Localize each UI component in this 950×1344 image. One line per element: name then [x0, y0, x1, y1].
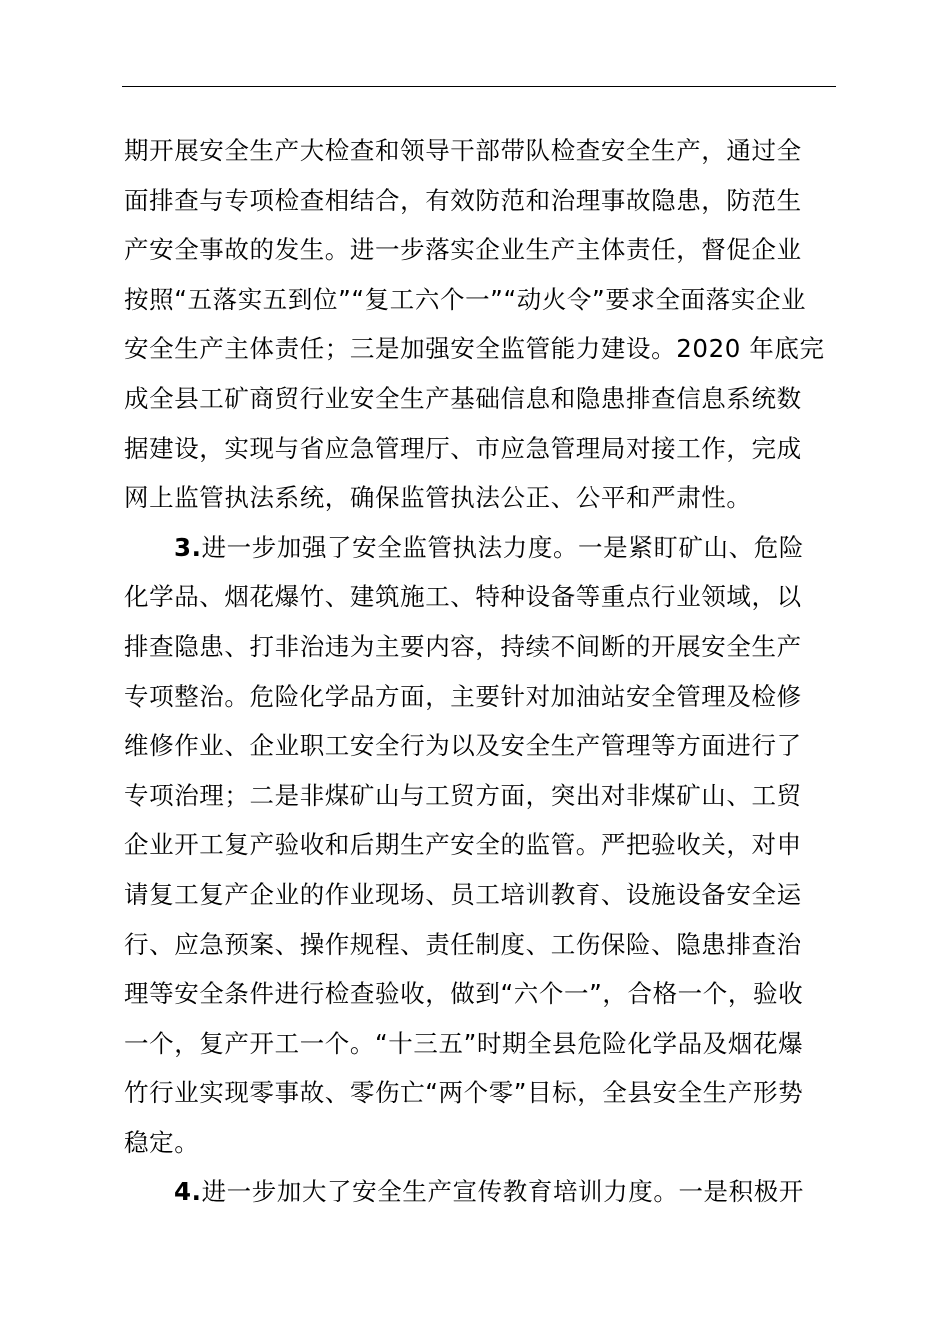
line-text: 期开展安全生产大检查和领导干部带队检查安全生产，通过全	[124, 136, 802, 165]
line-text: 据建设，实现与省应急管理厅、市应急管理局对接工作，完成	[124, 433, 802, 463]
line-text: 请复工复产企业的作业现场、员工培训教育、设施设备安全运	[124, 879, 802, 909]
text-line	[124, 920, 838, 970]
line-text: 维修作业、企业职工安全行为以及安全生产管理等方面进行了	[124, 731, 802, 761]
section-number: 4.	[174, 1177, 202, 1207]
text-line	[124, 622, 838, 672]
line-text: 专项治理；二是非煤矿山与工贸方面，突出对非煤矿山、工贸	[124, 780, 802, 810]
paragraph	[124, 1167, 838, 1217]
text-line	[124, 424, 838, 474]
text-line	[124, 225, 838, 275]
line-text: 专项整治。危险化学品方面，主要针对加油站安全管理及检修	[124, 681, 802, 711]
text-line	[124, 126, 838, 176]
text-line	[124, 870, 838, 920]
line-text: 行、应急预案、操作规程、责任制度、工伤保险、隐患排查治	[124, 929, 802, 959]
line-text: 面排查与专项检查相结合，有效防范和治理事故隐患，防范生	[124, 185, 802, 215]
line-text: 按照“五落实五到位”“复工六个一”“动火令”要求全面落实企业	[124, 284, 807, 314]
text-line	[124, 176, 838, 226]
line-text: 理等安全条件进行检查验收，做到“六个一”，合格一个，验收	[124, 979, 804, 1009]
line-text: 化学品、烟花爆竹、建筑施工、特种设备等重点行业领域，以	[124, 582, 802, 612]
line-text: 产安全事故的发生。进一步落实企业生产主体责任，督促企业	[124, 235, 802, 265]
text-line	[124, 820, 838, 870]
line-text: 网上监管执法系统，确保监管执法公正、公平和严肃性。	[124, 483, 752, 513]
text-line	[124, 672, 838, 722]
section-number: 3.	[174, 532, 202, 562]
text-line	[124, 275, 838, 325]
text-line	[124, 374, 838, 424]
header-rule	[122, 86, 836, 87]
line-text: 排查隐患、打非治违为主要内容，持续不间断的开展安全生产	[124, 631, 802, 661]
text-line	[124, 721, 838, 771]
line-text: 进一步加强了安全监管执法力度。一是紧盯矿山、危险	[201, 532, 804, 562]
line-text: 企业开工复产验收和后期生产安全的监管。严把验收关，对申	[124, 830, 802, 860]
text-line	[124, 1068, 838, 1118]
line-text: 成全县工矿商贸行业安全生产基础信息和隐患排查信息系统数	[124, 383, 802, 413]
paragraph	[124, 126, 838, 523]
text-line	[124, 1167, 838, 1217]
text-line	[124, 572, 838, 622]
paragraph	[124, 523, 838, 1168]
line-text: 一个，复产开工一个。“十三五”时期全县危险化学品及烟花爆	[124, 1028, 804, 1058]
text-line	[124, 969, 838, 1019]
text-line	[124, 1118, 838, 1168]
text-line	[124, 473, 838, 523]
text-line	[124, 324, 838, 374]
line-text: 安全生产主体责任；三是加强安全监管能力建设。2020 年底完	[124, 334, 825, 364]
line-text: 竹行业实现零事故、零伤亡“两个零”目标，全县安全生产形势	[124, 1078, 804, 1108]
document-body	[124, 126, 838, 1217]
line-text: 稳定。	[124, 1127, 200, 1157]
text-line	[124, 771, 838, 821]
text-line	[124, 523, 838, 573]
line-text: 进一步加大了安全生产宣传教育培训力度。一是积极开	[201, 1177, 804, 1207]
text-line	[124, 1019, 838, 1069]
